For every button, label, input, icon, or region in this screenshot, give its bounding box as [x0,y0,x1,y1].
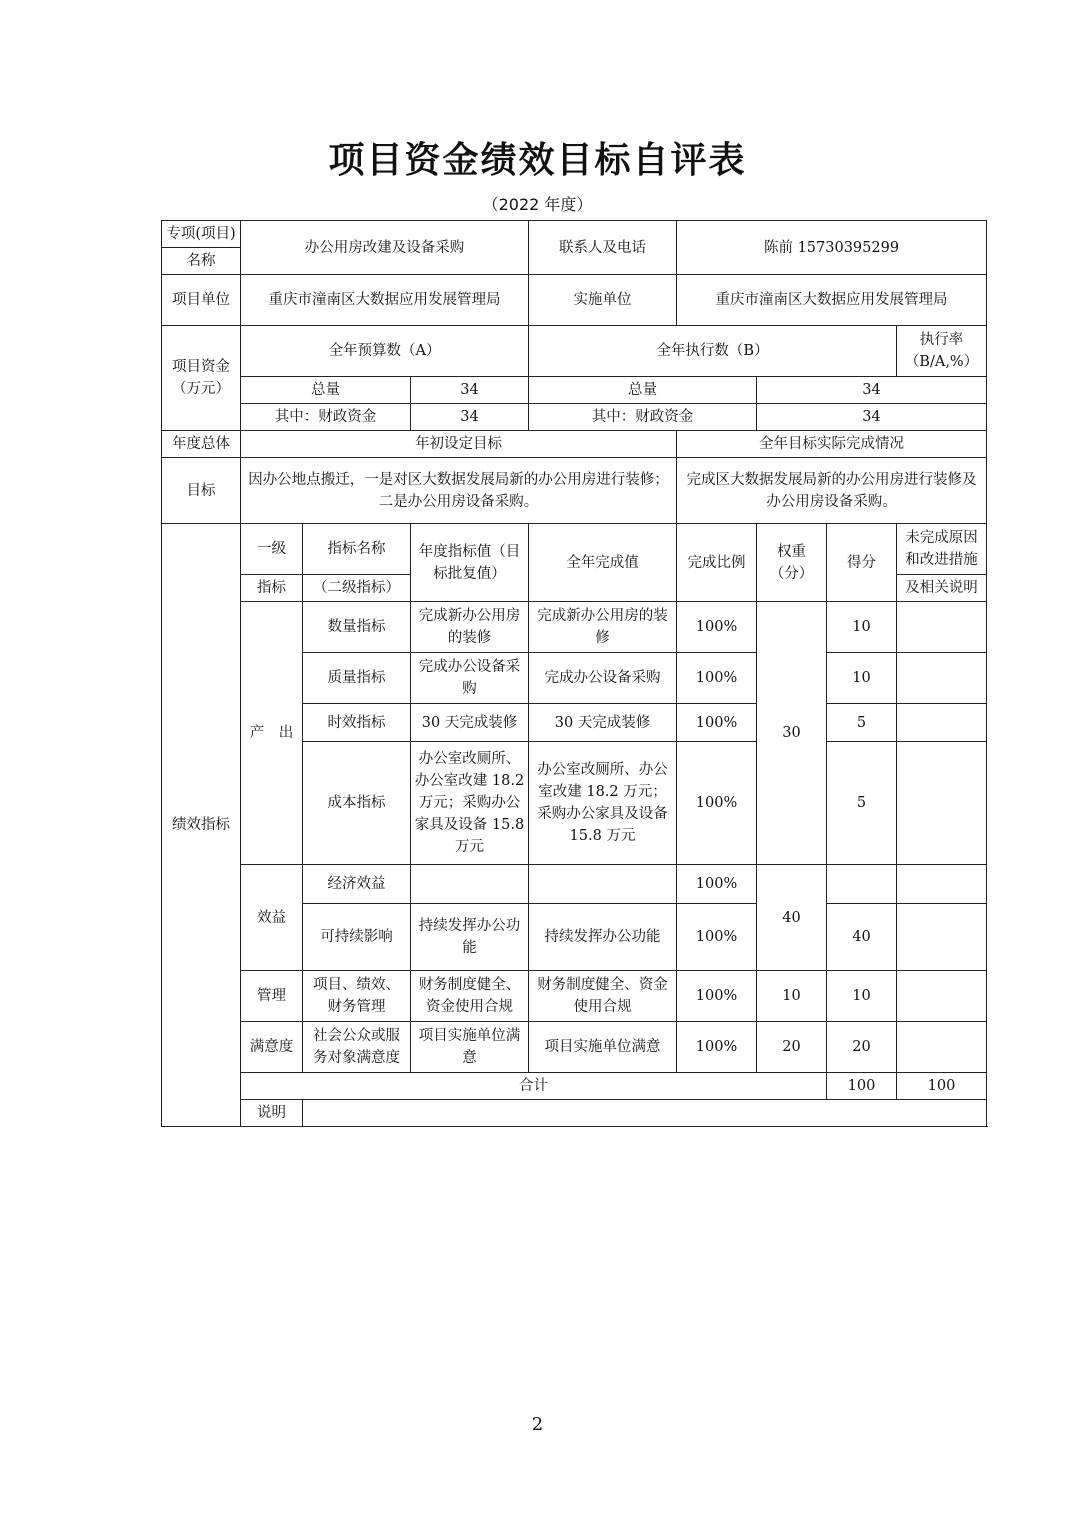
exec-label: 全年执行数（B） [529,326,897,377]
satisfaction-row: 满意度 社会公众或服务对象满意度 项目实施单位满意 项目实施单位满意 100% 20 20 [162,1022,987,1073]
note-label: 说明 [241,1100,303,1127]
col-weight-header: 权重（分） [757,524,827,602]
col-target-header: 年度指标值（目标批复值） [411,524,529,602]
col-ratio-header: 完成比例 [677,524,757,602]
year-subtitle: （2022 年度） [482,195,593,214]
project-name-value: 办公用房改建及设备采购 [241,221,529,275]
goal-label: 目标 [162,458,241,524]
col-reason-header: 未完成原因和改进措施 [897,524,987,575]
total-score: 100 [897,1073,987,1100]
output-weight: 30 [757,602,827,865]
impl-unit-value: 重庆市潼南区大数据应用发展管理局 [677,275,987,326]
self-evaluation-table [161,220,987,1127]
benefit-row-economic: 效益 经济效益 100% 40 [162,865,987,904]
col-name-header-2: （二级指标） [303,575,411,602]
page-number: 2 [531,1414,544,1435]
col-name-header: 指标名称 [303,524,411,575]
total-weight: 100 [827,1073,897,1100]
total-label: 合计 [241,1073,827,1100]
goal-set-label: 年初设定目标 [241,431,677,458]
funds-label: 项目资金 （万元） [162,326,241,431]
page-title: 项目资金绩效目标自评表 [328,139,747,181]
project-name-label: 专项(项目) [162,221,241,248]
col-actual-header: 全年完成值 [529,524,677,602]
output-row-timeliness: 时效指标 30 天完成装修 30 天完成装修 100% 5 [162,704,987,742]
goal-header-label: 年度总体 [162,431,241,458]
note-text [303,1100,987,1127]
benefit-row-sustainable: 可持续影响 持续发挥办公功能 持续发挥办公功能 100% 40 [162,904,987,971]
contact-label: 联系人及电话 [529,221,677,275]
indicators-section-label: 绩效指标 [162,524,241,1127]
goal-actual-text: 完成区大数据发展局新的办公用房进行装修及办公用房设备采购。 [677,458,987,524]
project-name-label-2: 名称 [162,248,241,275]
total-row [162,1073,987,1100]
note-row [162,1100,987,1127]
benefit-score: 40 [827,904,897,971]
goal-set-text: 因办公地点搬迁，一是对区大数据发展局新的办公用房进行装修；二是办公用房设备采购。 [241,458,677,524]
budget-label: 全年预算数（A） [241,326,529,377]
col-level-header: 一级 [241,524,303,575]
benefit-weight: 40 [757,865,827,971]
funds-row-fiscal: 其中：财政资金 34 其中：财政资金 34 [162,404,987,431]
col-reason-header-2: 及相关说明 [897,575,987,602]
output-row-quantity: 产 出 数量指标 完成新办公用房的装修 完成新办公用房的装修 100% 30 10 [162,602,987,653]
col-score-header: 得分 [827,524,897,602]
rate-label: 执行率（B/A,%） [897,326,987,377]
goal-actual-label: 全年目标实际完成情况 [677,431,987,458]
col-level-header-2: 指标 [241,575,303,602]
benefit-group-label: 效益 [241,865,303,971]
manage-row: 管理 项目、绩效、财务管理 财务制度健全、资金使用合规 财务制度健全、资金使用合规 100% 10 10 [162,971,987,1022]
project-unit-label: 项目单位 [162,275,241,326]
impl-unit-label: 实施单位 [529,275,677,326]
output-row-cost: 成本指标 办公室改厕所、办公室改建 18.2 万元；采购办公家具及设备 15.8 万元 办公室改厕所、办公室改建 18.2 万元；采购办公家具及设备 15.8 万元 100% 5 [162,742,987,865]
funds-row-total: 总量 34 总量 34 [162,377,987,404]
output-row-quality: 质量指标 完成办公设备采购 完成办公设备采购 100% 10 [162,653,987,704]
contact-value: 陈前 15730395299 [677,221,987,275]
project-unit-value: 重庆市潼南区大数据应用发展管理局 [241,275,529,326]
output-group-label: 产 出 [241,602,303,865]
